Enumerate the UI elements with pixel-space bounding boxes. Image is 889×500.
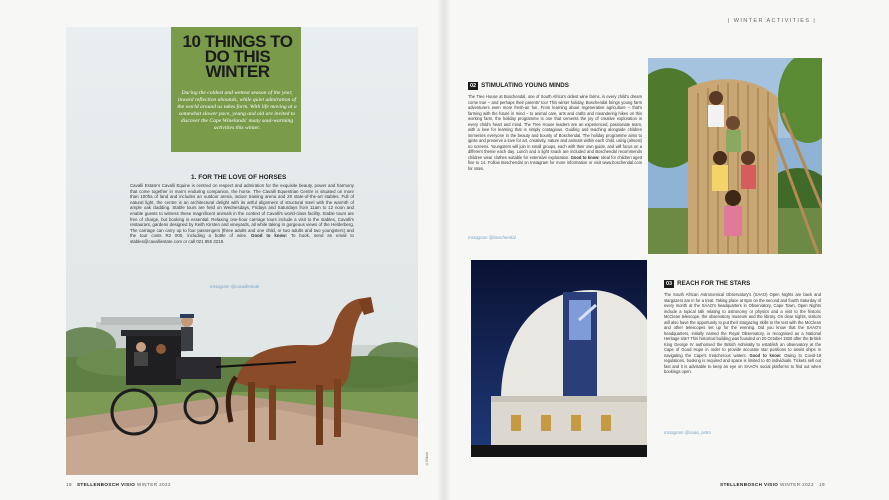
page-title: 10 THINGS TO DO THIS WINTER <box>182 32 293 81</box>
section-label: | WINTER ACTIVITIES | <box>728 18 817 24</box>
tree-house-kids-photo <box>648 58 822 254</box>
left-folio: 18 STELLENBOSCH VISIO WINTER 2022 <box>66 482 171 487</box>
observatory-photo <box>471 260 647 457</box>
item2-heading: 02 STIMULATING YOUNG MINDS <box>470 82 569 89</box>
item1-caption: Instagram @cavalliestate <box>210 284 260 289</box>
item1-heading: 1. FOR THE LOVE OF HORSES <box>191 174 287 181</box>
intro-text: During the coldest and wettest season of the year, inward reflection abounds, while quiet admiration of the world around us takes form. With life moving at a somewhat slower pace, young and old are invited to discover the Cape Winelands' many soul-warming activities this winter. <box>177 90 297 131</box>
item3-caption: Instagram @saao_astro <box>664 430 711 435</box>
item3-number: 03 <box>666 281 673 287</box>
item3-heading: 03 REACH FOR THE STARS <box>666 280 751 287</box>
gutter-shadow-left <box>437 0 444 500</box>
item1-body: Cavalli Estate's Cavalli Equine is centred on respect and admiration for the exquisite beauty, power and harmony that come together in man's enduring companion, the horse. The Cavalli Equestrian Centre is situated on more than 100ha of land and includes an outdoor arena, indoor training arena and 20 state-of-the-art stables. Full of natural light, the centre is an architectural delight with its artful alignment of structural steel with the warmth of ample oak cladding. Stable tours are held on Wednesdays, Fridays and Saturdays from 11am to 12 noon and enable guests to witness these magnificent animals in the context of Cavalli's world-class facility. Stable tours are free of charge, but booking is essential. Relaxing one-hour carriage tours include a visit to the stables, Cavalli's restaurant, gardens designed by Keith Kirsten and vineyards, all while taking in gorgeous views of the Helderberg. The carriage can carry up to four passengers (three adults and one child, or two adults and two youngsters) and the tour costs R2 000, including a bottle of wine. Good to know: To book, send an email to stables@cavalliestate.com or call 021 855 3218. <box>130 183 355 244</box>
item2-caption: Instagram @boschendal <box>468 235 516 240</box>
photo-credit: ©IStock <box>425 452 429 466</box>
item3-body: The South African Astronomical Observatory's (SAAO) Open Nights are back and stargazers are in for a treat. Taking place at 8pm on the second and fourth Saturday of every month at the SAAO's headquarters in Observatory, Cape Town, Open Nights include a topical talk relating to astronomy or physics and a visit to the historic McClean telescope, the observatory museum and the library. On clear nights, visitors will also have the opportunity to put their stargazing skills to the test with the McClean and other telescopes set up for the evening. Did you know that the SAAO's headquarters, initially named the Royal Observatory, is recognised as a National Heritage site? This historical building was founded on 20 October 1820 after the British King George IV authorised the British Admiralty to establish an observatory at the Cape of Good Hope in order to provide accurate star positions to assist ships in navigating the Cape's treacherous waters. Good to know: Owing to Covid-19 regulations, booking is required and space is limited to 40 individuals. Tickets sell out fast and it is advisable to keep an eye on SAAO's social platforms to find out when bookings open. <box>664 292 821 374</box>
item2-number: 02 <box>470 83 477 89</box>
item2-body: The Tree House at Boschendal, one of South Africa's oldest wine farms, is every child's dream come true – and perhaps their parents' too! This winter holiday, Boschendal brings young farm adventurers even more fresh-air fun. From learning about regenerative agriculture – that's farming with the future in mind – to animal care, arts and crafts and meandering hikes on this working farm, the holiday programme is one that cements the joy of creative exploration in every child's heart and mind. The Tree House leaders are an experienced, passionate team, with a love for learning that is simply contagious. Guiding and teaching alongside children immerses everyone in the beauty and bounty of Boschendal. The holiday programme aims to ignite and preserve a love for art, creativity, nature and animals within each child, using (almost) no screens. Youngsters will join in small groups, each with their own guide, and will focus on a different theme each day. Lunch and a light snack are included and Boschendal recommends children wear clothes suitable for extensive exploration. Good to know: Ideal for children aged five to 14. Follow Boschendal on Instagram for more information or visit www.boschendal.com for rates. <box>468 94 643 171</box>
right-folio: STELLENBOSCH VISIO WINTER 2022 19 <box>720 482 825 487</box>
gutter-shadow-right <box>444 0 451 500</box>
